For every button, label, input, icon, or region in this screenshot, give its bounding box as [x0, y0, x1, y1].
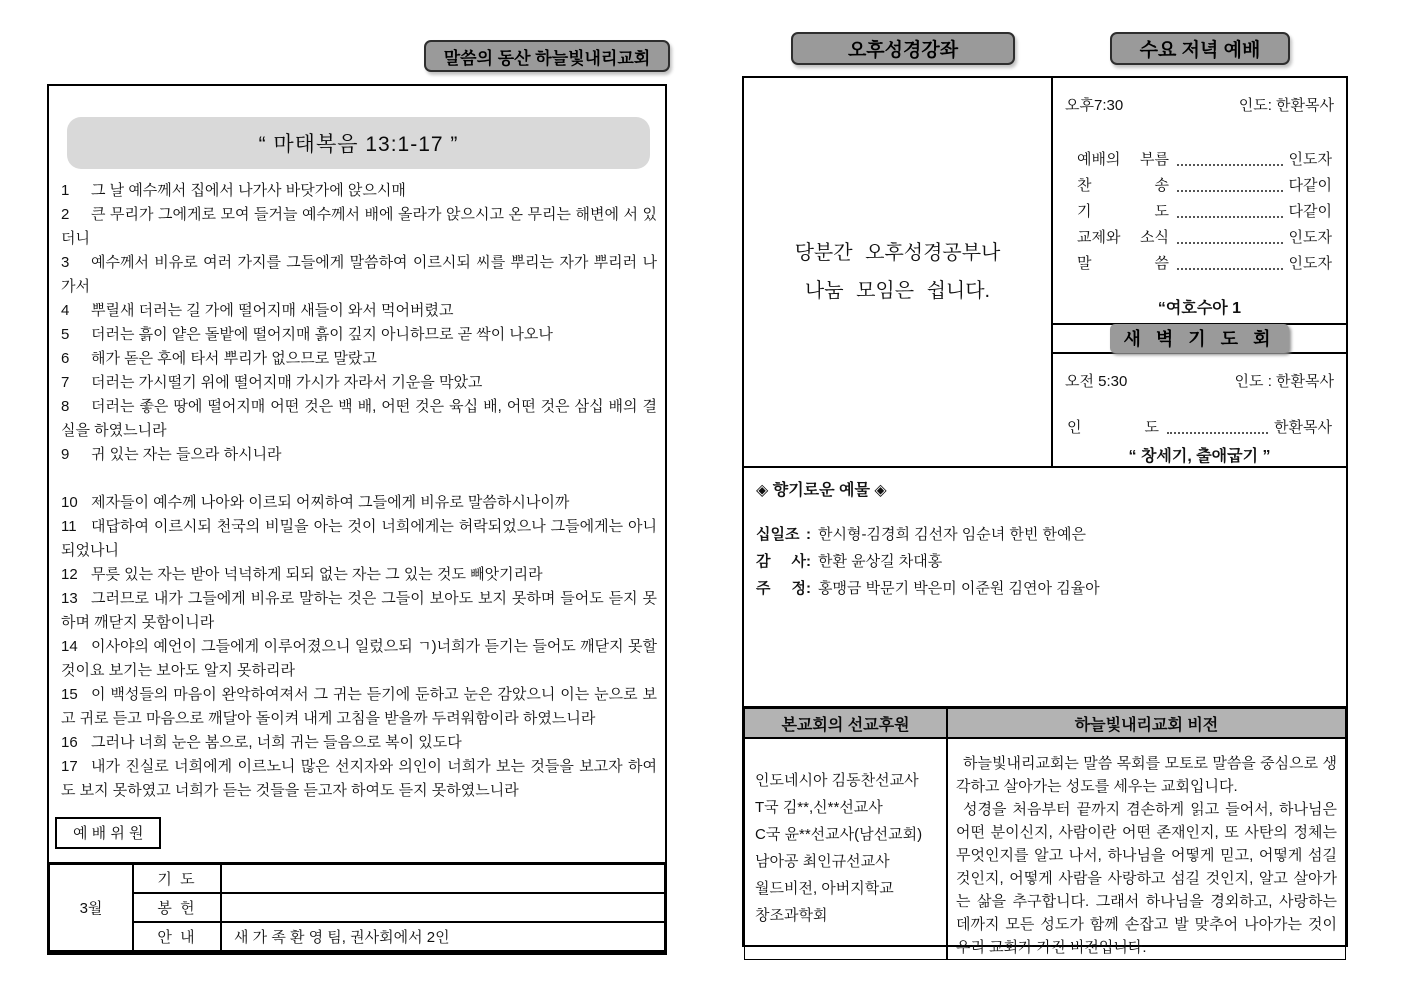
- verse-text: 그러므로 내가 그들에게 비유로 말하는 것은 그들이 보아도 보지 못하며 들어도 듣지 못하며 깨닫지 못함이니라: [61, 590, 657, 631]
- offering-label: 십일조 :: [756, 526, 811, 543]
- offering-label: 주 정:: [756, 580, 811, 597]
- verse-text: 뿌릴새 더러는 길 가에 떨어지매 새들이 와서 먹어버렸고: [91, 302, 454, 319]
- mission-item: 월드비전, 아버지학교: [755, 880, 894, 897]
- verse-text: 대답하여 이르시되 천국의 비밀을 아는 것이 너희에게는 허락되었으나 그들에게는 아니되었나니: [61, 518, 657, 559]
- mission-header: 본교회의 선교후원: [744, 708, 947, 738]
- scripture-verse: [61, 635, 657, 683]
- mission-item: T국 김**,신**선교사: [755, 799, 883, 816]
- offering-row: [756, 579, 1334, 598]
- wednesday-dawn-column: [1053, 78, 1346, 466]
- verse-number: 11: [61, 518, 77, 535]
- verse-number: 5: [61, 326, 70, 343]
- order-item-label: 찬 송: [1077, 176, 1169, 194]
- offering-label-text: 감 사: [756, 553, 806, 570]
- verse-number: 4: [61, 302, 70, 319]
- verses-part1: [61, 179, 657, 467]
- scripture-title-banner: “ 마태복음 13:1-17 ”: [67, 117, 650, 169]
- verse-number: 13: [61, 590, 78, 607]
- offering-label-text: 주 정: [756, 580, 806, 597]
- sermon-title: “여호수아 1: [1157, 300, 1242, 317]
- offering-label: 감 사:: [756, 553, 811, 570]
- dawn-meta-row: [1065, 370, 1334, 391]
- scripture-verse: [61, 395, 657, 443]
- order-item-label: 기 도: [1077, 202, 1169, 220]
- scripture-verse: [61, 299, 657, 323]
- verse-text: 내가 진실로 너희에게 이르노니 많은 선지자와 의인이 너희가 보는 것들을 보고자 하여도 보지 못하였고 너희가 듣는 것들을 듣고자 하여도 듣지 못하였느니라: [61, 758, 657, 799]
- dawn-scripture: “ 창세기, 출애굽기 ”: [1128, 448, 1271, 465]
- verse-text: 무릇 있는 자는 받아 넉넉하게 되되 없는 자는 그 있는 것도 빼앗기리라: [91, 566, 543, 583]
- verse-text: 더러는 가시떨기 위에 떨어지매 가시가 자라서 기운을 막았고: [91, 374, 483, 391]
- services-section: [744, 78, 1346, 468]
- verse-text: 큰 무리가 그에게로 모여 들거늘 예수께서 배에 올라가 앉으시고 온 무리는 해변에 서 있더니: [61, 206, 657, 247]
- vision-text: [947, 738, 1346, 960]
- verse-gap: [61, 467, 657, 491]
- order-line: [1077, 249, 1332, 275]
- offering-names: 한시형-김경희 김선자 임순녀 한빈 한예은: [818, 526, 1086, 543]
- verse-number: 14: [61, 638, 78, 655]
- dotted-leader: [1167, 424, 1268, 434]
- verse-text: 귀 있는 자는 들으라 하시니라: [91, 446, 282, 463]
- verse-text: 예수께서 비유로 여러 가지를 그들에게 말씀하여 이르시되 씨를 뿌리는 자가 뿌리러 나가서: [61, 254, 657, 295]
- dawn-item-who: 한환목사: [1274, 418, 1332, 436]
- duty-label-cell: 안 내: [133, 922, 221, 951]
- scripture-verse: [61, 251, 657, 299]
- scripture-verse: [61, 563, 657, 587]
- scripture-verse: [61, 731, 657, 755]
- dawn-time: 오전 5:30: [1065, 373, 1128, 390]
- verse-number: 16: [61, 734, 78, 751]
- worship-committee-label: 예 배 위 원: [55, 817, 161, 849]
- scripture-verse: [61, 323, 657, 347]
- verse-text: 이사야의 예언이 그들에게 이루어졌으니 일렀으되 ㄱ)너희가 듣기는 들어도 깨닫지 못할 것이요 보기는 보아도 알지 못하리라: [61, 638, 657, 679]
- mission-item: 남아공 최인규선교사: [755, 853, 890, 870]
- afternoon-class-notice: [744, 78, 1053, 466]
- verse-text: 이 백성들의 마음이 완악하여져서 그 귀는 듣기에 둔하고 눈은 감았으니 이는 눈으로 보고 귀로 듣고 마음으로 깨달아 돌이켜 내게 고침을 받을까 두려워함이라 하였느니라: [61, 686, 657, 727]
- order-item-who: 다같이: [1288, 202, 1332, 220]
- duty-table: [47, 862, 667, 953]
- duty-value-cell: 새 가 족 환 영 팀, 권사회에서 2인: [221, 922, 665, 951]
- scripture-verse: [61, 347, 657, 371]
- scripture-verse: [61, 491, 657, 515]
- verse-text: 더러는 좋은 땅에 떨어지매 어떤 것은 백 배, 어떤 것은 육십 배, 어떤 것은 삼십 배의 결실을 하였느니라: [61, 398, 657, 439]
- order-of-service: [1065, 145, 1334, 275]
- order-line: [1077, 171, 1332, 197]
- scripture-verse: [61, 587, 657, 635]
- verse-number: 6: [61, 350, 70, 367]
- vision-header: 하늘빛내리교회 비전: [947, 708, 1346, 738]
- offering-title: ◈ 향기로운 예물 ◈: [756, 482, 887, 499]
- offering-rows: [756, 525, 1334, 598]
- verse-text: 더러는 흙이 얕은 돌밭에 떨어지매 흙이 깊지 아니하므로 곧 싹이 나오나: [91, 326, 553, 343]
- verses-part2: [61, 491, 657, 803]
- mission-item: C국 윤**선교사(남선교회): [755, 826, 923, 843]
- duty-label-cell: 봉 헌: [133, 893, 221, 922]
- order-item-who: 인도자: [1288, 254, 1332, 272]
- dotted-leader: [1177, 182, 1283, 192]
- wednesday-leader: 인도: 한환목사: [1238, 97, 1334, 114]
- scripture-verse: [61, 515, 657, 563]
- wednesday-service-detail: [1053, 78, 1346, 323]
- order-line: [1077, 223, 1332, 249]
- order-item-who: 다같이: [1288, 176, 1332, 194]
- dawn-order-line: [1065, 413, 1334, 439]
- offering-section: [744, 468, 1346, 706]
- mission-item: 창조과학회: [755, 907, 828, 924]
- wednesday-service-badge: 수요 저녁 예배: [1110, 32, 1290, 65]
- offering-names: 홍맹금 박문기 박은미 이준원 김연아 김율아: [818, 580, 1100, 597]
- order-item-who: 인도자: [1288, 150, 1332, 168]
- offering-label-text: 십일조: [756, 526, 800, 543]
- order-item-label: 예배의 부름: [1077, 150, 1169, 168]
- offering-names: 한환 윤상길 차대홍: [818, 553, 943, 570]
- dawn-prayer-header: [1053, 323, 1346, 354]
- verse-text: 그 날 예수께서 집에서 나가사 바닷가에 앉으시매: [91, 182, 406, 199]
- order-item-label: 교제와 소식: [1077, 228, 1169, 246]
- wednesday-time: 오후7:30: [1065, 97, 1124, 114]
- verse-number: 9: [61, 446, 70, 463]
- scripture-verse: [61, 371, 657, 395]
- verse-number: 8: [61, 398, 70, 415]
- dawn-prayer-badge: 새 벽 기 도 회: [1110, 324, 1290, 353]
- verse-number: 10: [61, 494, 78, 511]
- verse-text: 제자들이 예수께 나아와 이르되 어찌하여 그들에게 비유로 말씀하시나이까: [91, 494, 570, 511]
- dawn-leader: 인도 : 한환목사: [1234, 373, 1334, 390]
- verse-number: 12: [61, 566, 78, 583]
- dotted-leader: [1177, 156, 1283, 166]
- duty-label-cell: 기 도: [133, 864, 221, 893]
- notice-line-2: 나눔 모임은 쉽니다.: [804, 280, 991, 302]
- verse-number: 17: [61, 758, 78, 775]
- dawn-prayer-detail: [1053, 354, 1346, 466]
- verse-text: 해가 돋은 후에 타서 뿌리가 없으므로 말랐고: [91, 350, 377, 367]
- scripture-verse: [61, 755, 657, 803]
- order-item-label: 말 씀: [1077, 254, 1169, 272]
- dotted-leader: [1177, 234, 1283, 244]
- scripture-text: [61, 179, 657, 803]
- dawn-item-label: 인 도: [1067, 418, 1159, 436]
- scripture-verse: [61, 203, 657, 251]
- mission-list: [744, 738, 947, 960]
- duty-month-cell: 3월: [49, 864, 133, 951]
- verse-number: 15: [61, 686, 78, 703]
- verse-number: 1: [61, 182, 70, 199]
- left-page: [47, 84, 667, 955]
- right-page: [742, 76, 1348, 956]
- scripture-verse: [61, 683, 657, 731]
- scripture-verse: [61, 443, 657, 467]
- vision-paragraph-2: 성경을 처음부터 끝까지 겸손하게 읽고 들어서, 하나님은 어떤 분이신지, 사람이란 어떤 존재인지, 또 사탄의 정체는 무엇인지를 알고 나서, 하나님을 어떻게 믿고, 어떻게 섬길 것인지, 어떻게 사람을 사랑하고 섬길 것인지, 알고 살아가는 삶을 추구합니다. 그래서 하나님을 경외하고, 사랑하는 데까지 모든 성도가 함께 손잡고 발 맞추어 나아가는 것이 우리 교회가 가진 비전입니다.: [956, 801, 1337, 956]
- vision-paragraph-1: 하늘빛내리교회는 말씀 목회를 모토로 말씀을 중심으로 생각하고 살아가는 성도를 세우는 교회입니다.: [956, 755, 1337, 795]
- offering-row: [756, 552, 1334, 571]
- scripture-verse: [61, 179, 657, 203]
- order-line: [1077, 197, 1332, 223]
- mission-vision-table: [742, 706, 1348, 956]
- notice-line-1: 당분간 오후성경공부나: [794, 242, 1001, 264]
- verse-number: 3: [61, 254, 70, 271]
- offering-row: [756, 525, 1334, 544]
- duty-value-cell: [221, 893, 665, 922]
- dotted-leader: [1177, 260, 1283, 270]
- wednesday-meta-row: [1065, 94, 1334, 115]
- order-line: [1077, 145, 1332, 171]
- verse-text: 그러나 너희 눈은 봄으로, 너희 귀는 들음으로 복이 있도다: [91, 734, 462, 751]
- verse-number: 7: [61, 374, 70, 391]
- order-item-who: 인도자: [1288, 228, 1332, 246]
- dotted-leader: [1177, 208, 1283, 218]
- verse-number: 2: [61, 206, 70, 223]
- church-name-badge: 말씀의 동산 하늘빛내리교회: [424, 40, 670, 72]
- mission-item: 인도네시아 김동찬선교사: [755, 772, 919, 789]
- duty-value-cell: [221, 864, 665, 893]
- afternoon-class-badge: 오후성경강좌: [791, 32, 1015, 65]
